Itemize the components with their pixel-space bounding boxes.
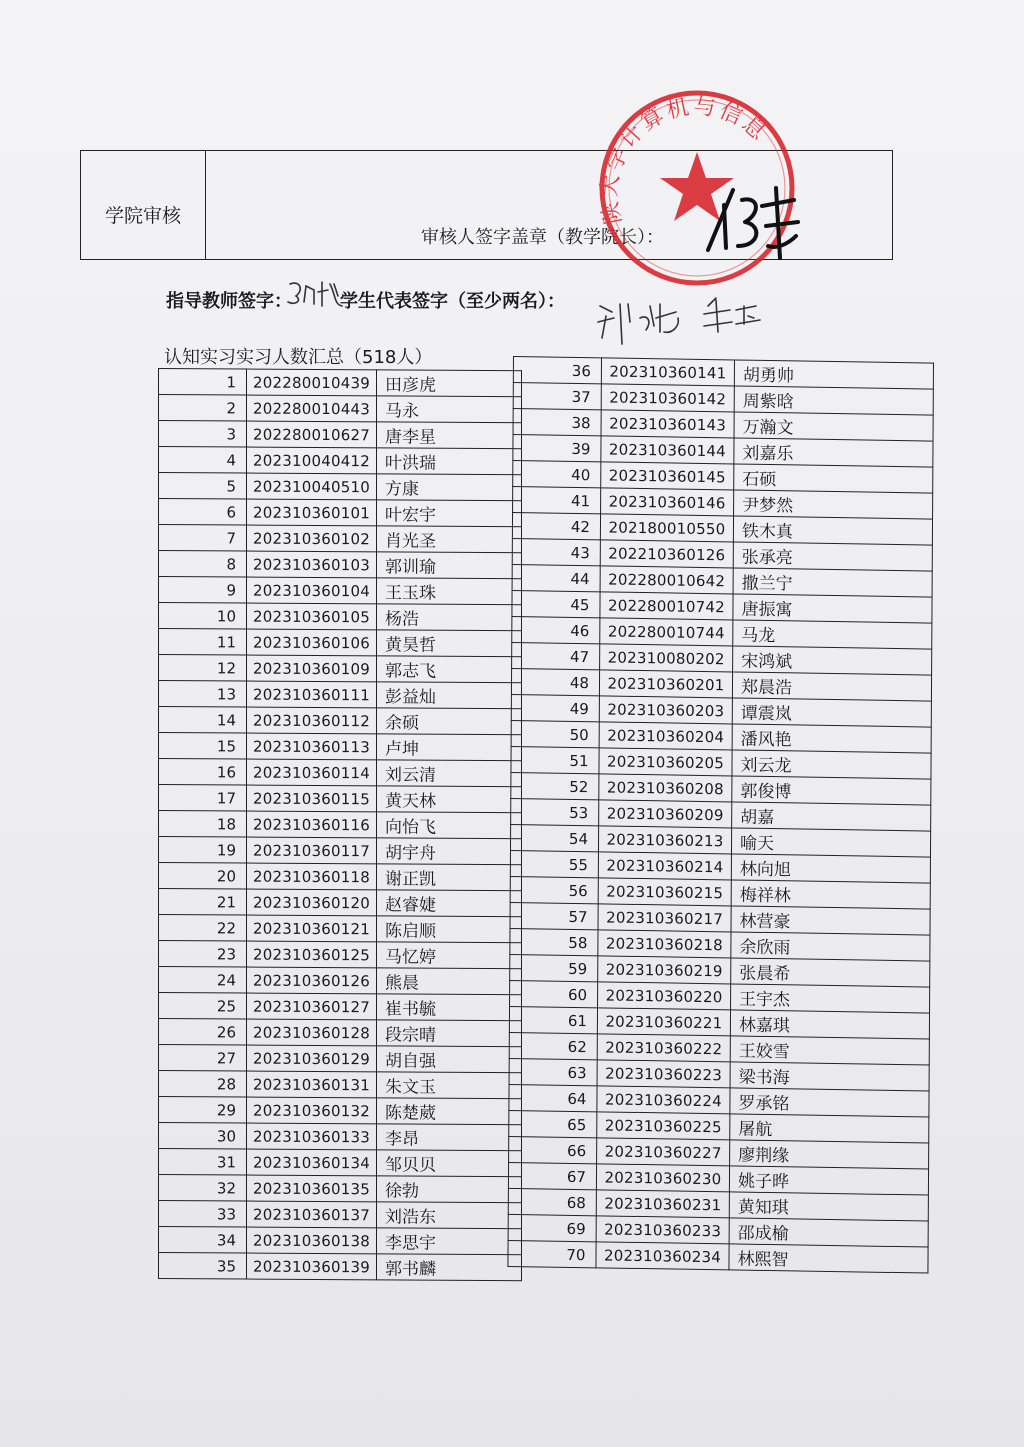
row-number: 30: [159, 1123, 247, 1150]
student-name: 宋鸿斌: [733, 646, 932, 675]
row-number: 44: [512, 564, 600, 591]
student-id: 202310040412: [247, 447, 377, 474]
row-number: 37: [513, 383, 601, 410]
row-number: 3: [159, 421, 247, 448]
student-name: 陈启顺: [377, 916, 522, 943]
student-id: 202280010742: [600, 592, 733, 620]
student-name: 方康: [377, 474, 522, 501]
student-name: 喻天: [731, 828, 930, 857]
row-number: 69: [508, 1214, 596, 1241]
student-name: 熊晨: [377, 968, 522, 995]
student-id: 202310360205: [599, 748, 732, 776]
row-number: 47: [512, 642, 600, 669]
student-id: 202310360231: [596, 1190, 729, 1218]
row-number: 2: [159, 395, 247, 422]
student-id: 202310360118: [247, 863, 377, 890]
row-number: 1: [159, 369, 247, 396]
student-id: 202210360126: [600, 540, 733, 568]
student-name: 卢坤: [377, 734, 522, 761]
student-id: 202310360114: [247, 759, 377, 786]
student-id: 202310360225: [597, 1112, 730, 1140]
student-id: 202310360101: [247, 499, 377, 526]
row-number: 35: [159, 1253, 247, 1280]
row-number: 34: [159, 1227, 247, 1254]
student-name: 刘嘉乐: [734, 438, 933, 467]
student-id: 202310040510: [247, 473, 377, 500]
row-number: 65: [509, 1110, 597, 1137]
student-id: 202310360139: [247, 1253, 377, 1280]
student-id: 202310360127: [247, 993, 377, 1020]
student-name: 向怡飞: [377, 812, 522, 839]
student-id: 202310360143: [601, 410, 734, 438]
student-name: 万瀚文: [734, 412, 933, 441]
row-number: 23: [159, 941, 247, 968]
row-number: 53: [511, 798, 599, 825]
student-id: 202310360223: [597, 1060, 730, 1088]
student-name: 胡宇舟: [377, 838, 522, 865]
student-name: 屠航: [730, 1114, 929, 1143]
student-name: 彭益灿: [377, 682, 522, 709]
student-id: 202310360117: [247, 837, 377, 864]
row-number: 54: [510, 824, 598, 851]
student-name: 段宗晴: [377, 1020, 522, 1047]
student-id: 202310360230: [596, 1164, 729, 1192]
student-id: 202310360221: [597, 1008, 730, 1036]
student-id: 202310360125: [247, 941, 377, 968]
row-number: 4: [159, 447, 247, 474]
row-number: 55: [510, 850, 598, 877]
student-id: 202310360112: [247, 707, 377, 734]
student-id: 202310360203: [599, 696, 732, 724]
student-name: 姚子晔: [729, 1166, 928, 1195]
student-id: 202310360126: [247, 967, 377, 994]
row-number: 43: [512, 538, 600, 565]
row-number: 24: [159, 967, 247, 994]
student-name: 林向旭: [731, 854, 930, 883]
row-number: 70: [508, 1240, 596, 1267]
row-number: 51: [511, 746, 599, 773]
student-name: 谭震岚: [732, 698, 931, 727]
summary-title: 认知实习实习人数汇总（518人）: [164, 347, 433, 368]
row-number: 58: [510, 928, 598, 955]
student-id: 202310360121: [247, 915, 377, 942]
row-number: 10: [159, 603, 247, 630]
student-name: 马忆婷: [377, 942, 522, 969]
student-name: 朱文玉: [377, 1072, 522, 1099]
student-id: 202310360141: [601, 358, 734, 386]
row-number: 32: [159, 1175, 247, 1202]
student-name: 邹贝贝: [377, 1150, 522, 1177]
student-name: 杨浩: [377, 604, 522, 631]
student-id: 202310360145: [601, 462, 734, 490]
student-id: 202310360222: [597, 1034, 730, 1062]
row-number: 21: [159, 889, 247, 916]
student-name: 叶宏宇: [377, 500, 522, 527]
student-id: 202310360138: [247, 1227, 377, 1254]
row-number: 36: [513, 357, 601, 384]
student-id: 202310360105: [247, 603, 377, 630]
student-rep-signatures: [598, 298, 760, 344]
student-name: 林嘉琪: [730, 1010, 929, 1039]
row-number: 62: [509, 1032, 597, 1059]
teacher-signature-label: 指导教师签字：: [166, 291, 292, 312]
teacher-signature: [288, 282, 342, 306]
row-number: 68: [508, 1188, 596, 1215]
row-number: 15: [159, 733, 247, 760]
row-number: 17: [159, 785, 247, 812]
row-number: 22: [159, 915, 247, 942]
official-seal: [597, 93, 792, 283]
row-number: 27: [159, 1045, 247, 1072]
row-number: 61: [509, 1006, 597, 1033]
student-id: 202310360208: [599, 774, 732, 802]
student-name: 王玉珠: [377, 578, 522, 605]
row-number: 16: [159, 759, 247, 786]
student-name: 潘风艳: [732, 724, 931, 753]
student-id: 202280010439: [247, 369, 377, 396]
row-number: 33: [159, 1201, 247, 1228]
row-number: 49: [511, 694, 599, 721]
student-name: 谢正凯: [377, 864, 522, 891]
student-name: 唐振寓: [733, 594, 932, 623]
student-name: 陈楚葳: [377, 1098, 522, 1125]
student-id: 202310360217: [598, 904, 731, 932]
student-id: 202310360106: [247, 629, 377, 656]
row-number: 60: [510, 980, 598, 1007]
student-name: 郭志飞: [377, 656, 522, 683]
row-number: 48: [511, 668, 599, 695]
student-name: 郭俊博: [732, 776, 931, 805]
student-id: 202310360104: [247, 577, 377, 604]
row-number: 40: [513, 460, 601, 487]
row-number: 64: [509, 1084, 597, 1111]
student-name: 石硕: [734, 464, 933, 493]
student-name: 马永: [377, 396, 522, 423]
student-id: 202310360111: [247, 681, 377, 708]
student-id: 202310360215: [598, 878, 731, 906]
student-name: 梁书海: [730, 1062, 929, 1091]
student-name: 廖荆缘: [730, 1140, 929, 1169]
student-name: 郭训瑜: [377, 552, 522, 579]
student-name: 胡自强: [377, 1046, 522, 1073]
student-name: 赵睿婕: [377, 890, 522, 917]
student-name: 罗承铭: [730, 1088, 929, 1117]
row-number: 63: [509, 1058, 597, 1085]
student-name: 余硕: [377, 708, 522, 735]
student-id: 202310360120: [247, 889, 377, 916]
student-id: 202310360134: [247, 1149, 377, 1176]
student-name: 铁木真: [733, 516, 932, 545]
student-id: 202310360115: [247, 785, 377, 812]
student-id: 202310360144: [601, 436, 734, 464]
student-name: 马龙: [733, 620, 932, 649]
row-number: 31: [159, 1149, 247, 1176]
student-id: 202310360201: [599, 670, 732, 698]
row-number: 29: [159, 1097, 247, 1124]
student-id: 202310360137: [247, 1201, 377, 1228]
row-number: 25: [159, 993, 247, 1020]
row-number: 18: [159, 811, 247, 838]
row-number: 19: [159, 837, 247, 864]
student-id: 202310360227: [597, 1138, 730, 1166]
student-id: 202310360220: [598, 982, 731, 1010]
student-name: 胡勇帅: [734, 360, 933, 389]
row-number: 57: [510, 902, 598, 929]
student-name: 周紫晗: [734, 386, 933, 415]
college-review-label: 学院审核: [104, 205, 181, 227]
student-name: 邵成榆: [729, 1218, 928, 1247]
student-id: 202310360142: [601, 384, 734, 412]
student-name: 田彦虎: [377, 370, 522, 397]
row-number: 39: [513, 435, 601, 462]
student-id: 202310360128: [247, 1019, 377, 1046]
student-id: 202310360133: [247, 1123, 377, 1150]
seal-text: 陕大学计算机与信息: [597, 94, 773, 227]
row-number: 6: [159, 499, 247, 526]
student-id: 202310360213: [598, 826, 731, 854]
student-name: 尹梦然: [734, 490, 933, 519]
student-name: 黄昊哲: [377, 630, 522, 657]
student-name: 叶洪瑞: [377, 448, 522, 475]
student-id: 202310360146: [601, 488, 734, 516]
row-number: 38: [513, 409, 601, 436]
row-number: 5: [159, 473, 247, 500]
row-number: 9: [159, 577, 247, 604]
student-name: 郑晨浩: [732, 672, 931, 701]
student-id: 202180010550: [600, 514, 733, 542]
student-name: 林熙智: [729, 1244, 928, 1273]
row-number: 11: [159, 629, 247, 656]
row-number: 13: [159, 681, 247, 708]
row-number: 50: [511, 720, 599, 747]
student-name: 余欣雨: [731, 932, 930, 961]
student-id: 202310360103: [247, 551, 377, 578]
row-number: 46: [512, 616, 600, 643]
student-id: 202310360131: [247, 1071, 377, 1098]
student-name: 李昂: [377, 1124, 522, 1151]
row-number: 59: [510, 954, 598, 981]
student-name: 撒兰宁: [733, 568, 932, 597]
student-name: 梅祥林: [731, 880, 930, 909]
row-number: 45: [512, 590, 600, 617]
row-number: 28: [159, 1071, 247, 1098]
student-rep-signature-label: 学生代表签字（至少两名）：: [340, 291, 565, 312]
student-id: 202310360219: [598, 956, 731, 984]
student-name: 张晨希: [731, 958, 930, 987]
student-name: 王姣雪: [730, 1036, 929, 1065]
row-number: 12: [159, 655, 247, 682]
row-number: 56: [510, 876, 598, 903]
student-id: 202310080202: [600, 644, 733, 672]
student-name: 李思宇: [377, 1228, 522, 1255]
student-name: 肖光圣: [377, 526, 522, 553]
student-name: 林营豪: [731, 906, 930, 935]
student-id: 202310360224: [597, 1086, 730, 1114]
row-number: 7: [159, 525, 247, 552]
student-id: 202310360102: [247, 525, 377, 552]
student-id: 202310360209: [599, 800, 732, 828]
student-id: 202310360109: [247, 655, 377, 682]
row-number: 41: [513, 486, 601, 513]
student-name: 郭书麟: [377, 1254, 522, 1281]
row-number: 42: [512, 512, 600, 539]
student-id: 202310360116: [247, 811, 377, 838]
student-name: 胡嘉: [732, 802, 931, 831]
student-id: 202310360135: [247, 1175, 377, 1202]
row-number: 8: [159, 551, 247, 578]
student-id: 202280010627: [247, 421, 377, 448]
student-id: 202310360132: [247, 1097, 377, 1124]
row-number: 52: [511, 772, 599, 799]
student-id: 202310360129: [247, 1045, 377, 1072]
student-id: 202310360113: [247, 733, 377, 760]
student-name: 刘云龙: [732, 750, 931, 779]
student-id: 202310360234: [596, 1242, 729, 1270]
student-name: 刘云清: [377, 760, 522, 787]
student-name: 徐勃: [377, 1176, 522, 1203]
row-number: 14: [159, 707, 247, 734]
student-id: 202310360214: [598, 852, 731, 880]
row-number: 20: [159, 863, 247, 890]
student-id: 202280010443: [247, 395, 377, 422]
student-name: 王宇杰: [731, 984, 930, 1013]
student-name: 刘浩东: [377, 1202, 522, 1229]
student-id: 202280010642: [600, 566, 733, 594]
student-id: 202280010744: [600, 618, 733, 646]
row-number: 67: [508, 1162, 596, 1189]
row-number: 66: [509, 1136, 597, 1163]
student-name: 唐李星: [377, 422, 522, 449]
student-id: 202310360233: [596, 1216, 729, 1244]
reviewer-signature-label: 审核人签字盖章（教学院长）：: [421, 227, 664, 248]
student-id: 202310360204: [599, 722, 732, 750]
student-id: 202310360218: [598, 930, 731, 958]
student-name: 张承亮: [733, 542, 932, 571]
student-name: 黄知琪: [729, 1192, 928, 1221]
student-name: 黄天林: [377, 786, 522, 813]
row-number: 26: [159, 1019, 247, 1046]
student-name: 崔书毓: [377, 994, 522, 1021]
